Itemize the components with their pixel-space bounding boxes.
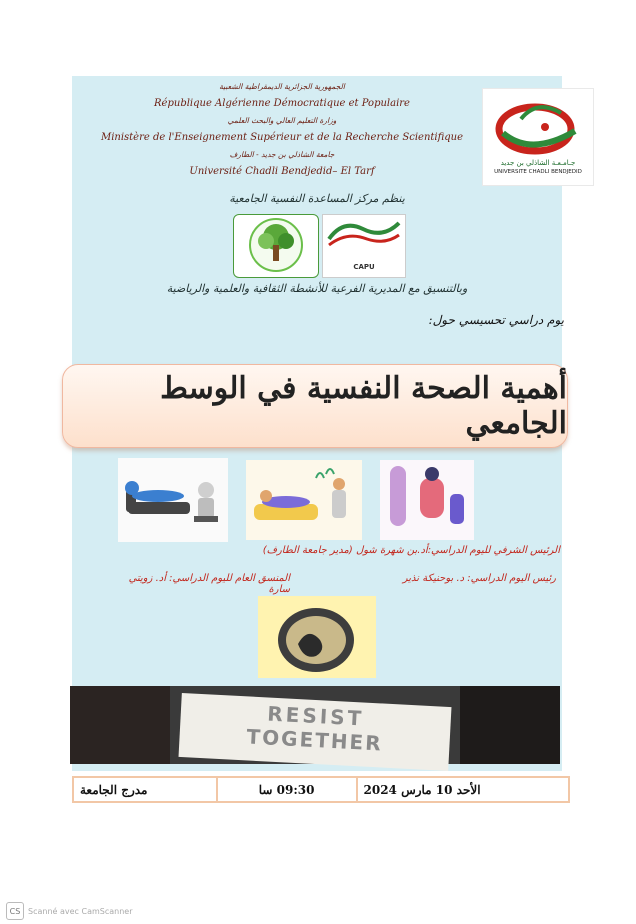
mental-health-illustration [380, 460, 474, 540]
capu-emblem-icon [323, 215, 405, 255]
resist-together-photo [70, 686, 560, 764]
therapy-couch-illustration [118, 458, 228, 542]
tree-icon [234, 215, 318, 277]
title-banner [62, 364, 568, 448]
republic-ar: الجمهورية الجزائرية الديمقراطية الشعبية [219, 82, 345, 91]
psychological-center-logo [233, 214, 319, 278]
banner-word-2: TOGETHER [245, 724, 384, 756]
university-logo [482, 88, 594, 186]
therapy-session-illustration [246, 460, 362, 540]
honorary-president: الرئيس الشرفي لليوم الدراسي:أد.بن شهرة شول (مدير جامعة الطارف) [262, 545, 560, 556]
organizer-line: ينظم مركز المساعدة النفسية الجامعية [229, 192, 405, 205]
university-fr: Université Chadli Bendjedid– El Tarf [189, 166, 375, 177]
capu-label: CAPU [353, 263, 375, 271]
banner-word-1: RESIST [266, 701, 365, 731]
republic-fr: République Algérienne Démocratique et Populaire [154, 98, 410, 109]
day-president: رئيس اليوم الدراسي: د. بوحنيكة نذير [402, 573, 556, 584]
intro-line: يوم دراسي تحسيسي حول: [428, 313, 564, 327]
camscanner-watermark [6, 902, 133, 920]
event-venue: مدرج الجامعة [74, 778, 218, 801]
university-ar: جامعة الشاذلي بن جديد - الطارف [229, 150, 335, 159]
university-emblem-icon [491, 95, 585, 157]
event-info-table [72, 776, 570, 803]
general-coordinator: المنسق العام لليوم الدراسي: أد. زويتي سارة [128, 573, 290, 595]
camscanner-text: Scanné avec CamScanner [28, 906, 133, 916]
head-illustration [258, 596, 376, 678]
ministry-fr: Ministère de l'Enseignement Supérieur et de la Recherche Scientifique [100, 132, 464, 143]
logo-name-fr: UNIVERSITE CHADLI BENDJEDID [494, 169, 582, 175]
capu-logo [322, 214, 406, 278]
ministry-ar: وزارة التعليم العالي والبحث العلمي [227, 116, 337, 125]
event-date: الأحد 10 مارس 2024 [363, 782, 481, 797]
event-time: 09:30 سا [218, 778, 358, 801]
coordination-line: وبالتنسيق مع المديرية الفرعية للأنشطة الثقافية والعلمية والرياضية [166, 282, 468, 295]
official-header [72, 78, 492, 180]
camscanner-icon: CS [6, 902, 24, 920]
logo-name-ar: جـامـعـة الشاذلي بن جديد [500, 159, 576, 167]
event-title: أهمية الصحة النفسية في الوسط الجامعي [160, 371, 567, 441]
